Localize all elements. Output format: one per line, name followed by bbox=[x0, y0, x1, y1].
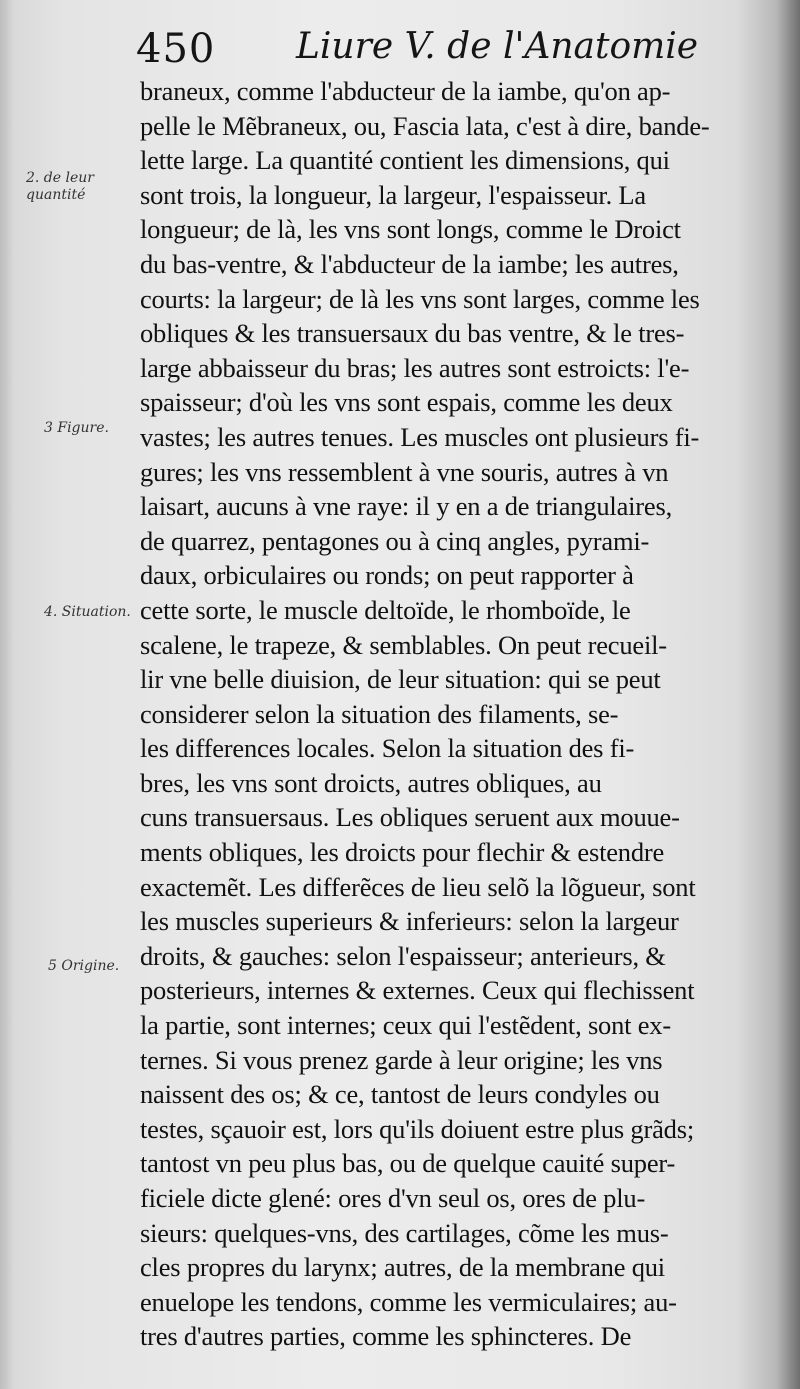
page-header bbox=[136, 26, 699, 78]
text-line: lette large. La quantité contient les dimensions, qui bbox=[140, 145, 670, 176]
text-line: ments obliques, les droicts pour flechir & estendre bbox=[140, 837, 665, 868]
text-line: sieurs: quelques-vns, des cartilages, cõme les mus- bbox=[140, 1217, 669, 1248]
margin-note-figure: 3 Figure. bbox=[44, 420, 109, 436]
text-line: pelle le Mẽbraneux, ou, Fascia lata, c'est à dire, bande- bbox=[140, 110, 710, 141]
text-line: ficiele dicte glené: ores d'vn seul os, ores de plu- bbox=[140, 1183, 646, 1213]
text-line: courts: la largeur; de là les vns sont larges, comme les bbox=[140, 283, 700, 314]
text-line: vastes; les autres tenues. Les muscles ont plusieurs fi- bbox=[140, 421, 700, 452]
margin-note-situation: 4. Situation. bbox=[44, 604, 131, 620]
text-line: enuelope les tendons, comme les vermiculaires; au- bbox=[140, 1286, 677, 1317]
text-line: tres d'autres parties, comme les sphincteres. De bbox=[140, 1321, 632, 1352]
text-line: droits, & gauches: selon l'espaisseur; anterieurs, & bbox=[140, 940, 666, 971]
text-line: cuns transuersaus. Les obliques seruent aux mouue- bbox=[140, 802, 680, 833]
text-line: les muscles superieurs & inferieurs: selon la largeur bbox=[140, 906, 679, 937]
text-line: la partie, sont internes; ceux qui l'estẽdent, sont ex- bbox=[140, 1010, 671, 1041]
text-line: cette sorte, le muscle deltoïde, le rhomboïde, le bbox=[140, 594, 631, 625]
text-line: du bas-ventre, & l'abducteur de la iambe; les autres, bbox=[140, 248, 679, 279]
text-line: lir vne belle diuision, de leur situation: qui se peut bbox=[140, 664, 661, 695]
margin-note-origine: 5 Origine. bbox=[48, 958, 120, 974]
text-line: tantost vn peu plus bas, ou de quelque cauité super- bbox=[140, 1148, 676, 1179]
margin-note-quantite: 2. de leur quantité bbox=[26, 170, 94, 203]
running-title: Liure V. de l'Anatomie bbox=[296, 26, 699, 67]
text-line: longueur; de là, les vns sont longs, comme le Droict bbox=[140, 214, 681, 245]
text-line: spaisseur; d'où les vns sont espais, comme les deux bbox=[140, 387, 673, 418]
text-line: posterieurs, internes & externes. Ceux qui flechissent bbox=[140, 975, 695, 1006]
text-line: considerer selon la situation des filaments, se- bbox=[140, 698, 619, 729]
text-line: ternes. Si vous prenez garde à leur origine; les vns bbox=[140, 1044, 663, 1075]
text-line: de quarrez, pentagones ou à cinq angles, pyrami- bbox=[140, 525, 650, 556]
text-line: cles propres du larynx; autres, de la membrane qui bbox=[140, 1252, 665, 1283]
text-line: testes, sçauoir est, lors qu'ils doiuent estre plus grãds; bbox=[140, 1113, 694, 1144]
text-line: scalene, le trapeze, & semblables. On peut recueil- bbox=[140, 629, 667, 660]
text-line: gures; les vns ressemblent à vne souris, autres à vn bbox=[140, 456, 669, 487]
text-line: laisart, aucuns à vne raye: il y en a de triangulaires, bbox=[140, 491, 673, 522]
text-line: sont trois, la longueur, la largeur, l'espaisseur. La bbox=[140, 179, 646, 210]
text-line: exactemẽt. Les differẽces de lieu selõ la lõgueur, sont bbox=[140, 871, 696, 902]
page-edge-shadow bbox=[0, 0, 14, 1389]
text-line: large abbaisseur du bras; les autres sont estroicts: l'e- bbox=[140, 352, 690, 383]
text-line: braneux, comme l'abducteur de la iambe, qu'on ap- bbox=[140, 76, 671, 106]
text-line: naissent des os; & ce, tantost de leurs condyles ou bbox=[140, 1079, 660, 1110]
text-line: les differences locales. Selon la situation des fi- bbox=[140, 733, 635, 764]
page-number: 450 bbox=[136, 26, 216, 72]
body-text bbox=[140, 74, 740, 1354]
text-line: obliques & les transuersaux du bas ventre, & le tres- bbox=[140, 318, 685, 349]
text-line: bres, les vns sont droicts, autres obliques, au bbox=[140, 767, 602, 798]
text-line: daux, orbiculaires ou ronds; on peut rapporter à bbox=[140, 560, 634, 591]
